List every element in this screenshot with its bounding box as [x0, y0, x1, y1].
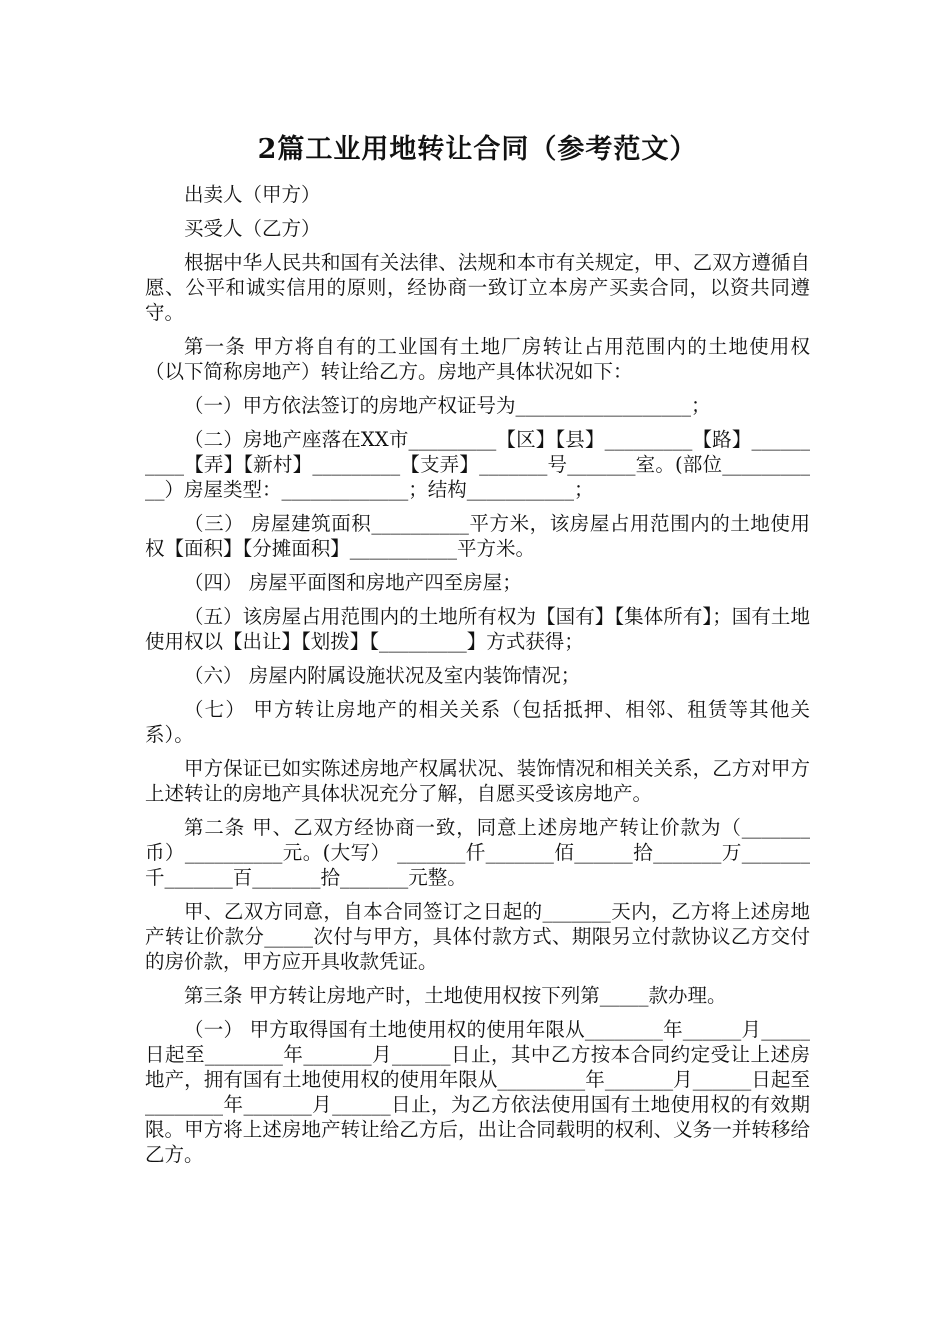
- seller-guarantee-paragraph: 甲方保证已如实陈述房地产权属状况、装饰情况和相关关系，乙方对甲方上述转让的房地产具体状况充分了解，自愿买受该房地产。: [145, 757, 810, 805]
- article-3-item-1: （一） 甲方取得国有土地使用权的使用年限从________年______月_____日起至________年_______月______日止，其中乙方按本合同约定受让上述房地产，拥有国有土地使用权的使用年限从_________年_______月______日起至________年_______月______日止，为乙方依法使用国有土地使用权的有效期限。甲方将上述房地产转让给乙方后，出让合同载明的权利、义务一并转移给乙方。: [145, 1018, 810, 1166]
- buyer-line: 买受人（乙方）: [184, 217, 321, 240]
- document-title: 2篇工业用地转让合同（参考范文）: [257, 134, 698, 165]
- seller-line: 出卖人（甲方）: [184, 183, 321, 206]
- article-3: 第三条 甲方转让房地产时，土地使用权按下列第_____款办理。: [184, 984, 727, 1007]
- article-1-item-3: （三） 房屋建筑面积__________平方米，该房屋占用范围内的土地使用权【面积】【分摊面积】___________平方米。: [145, 512, 810, 560]
- preamble-paragraph: 根据中华人民共和国有关法律、法规和本市有关规定，甲、乙双方遵循自愿、公平和诚实信用的原则，经协商一致订立本房产买卖合同，以资共同遵守。: [145, 251, 810, 324]
- article-1-item-2: （二）房地产座落在XX市_________【区】【县】_________【路】__________【弄】【新村】_________【支弄】_______号_______室。(部位___________）房屋类型：_____________；结构___________；: [145, 428, 810, 501]
- payment-terms-paragraph: 甲、乙双方同意，自本合同签订之日起的_______天内，乙方将上述房地产转让价款分_____次付与甲方，具体付款方式、期限另立付款协议乙方交付的房价款，甲方应开具收款凭证。: [145, 900, 810, 973]
- article-1-item-4: （四） 房屋平面图和房地产四至房屋；: [184, 571, 522, 594]
- article-1-item-6: （六） 房屋内附属设施状况及室内装饰情况；: [184, 664, 581, 687]
- article-1-item-7: （七） 甲方转让房地产的相关关系（包括抵押、相邻、租赁等其他关系）。: [145, 698, 810, 746]
- article-1: 第一条 甲方将自有的工业国有土地厂房转让占用范围内的土地使用权（以下简称房地产）转让给乙方。房地产具体状况如下：: [145, 335, 810, 383]
- article-1-item-1: （一）甲方依法签订的房地产权证号为__________________；: [184, 394, 711, 417]
- article-1-item-5: （五）该房屋占用范围内的土地所有权为【国有】【集体所有】；国有土地使用权以【出让】【划拨】【_________】方式获得；: [145, 605, 810, 653]
- article-2: 第二条 甲、乙双方经协商一致，同意上述房地产转让价款为（_______币）__________元。(大写） _______仟_______佰______拾_______万_______千_______百_______拾_______元整。: [145, 816, 810, 889]
- document-page: [145, 128, 810, 1176]
